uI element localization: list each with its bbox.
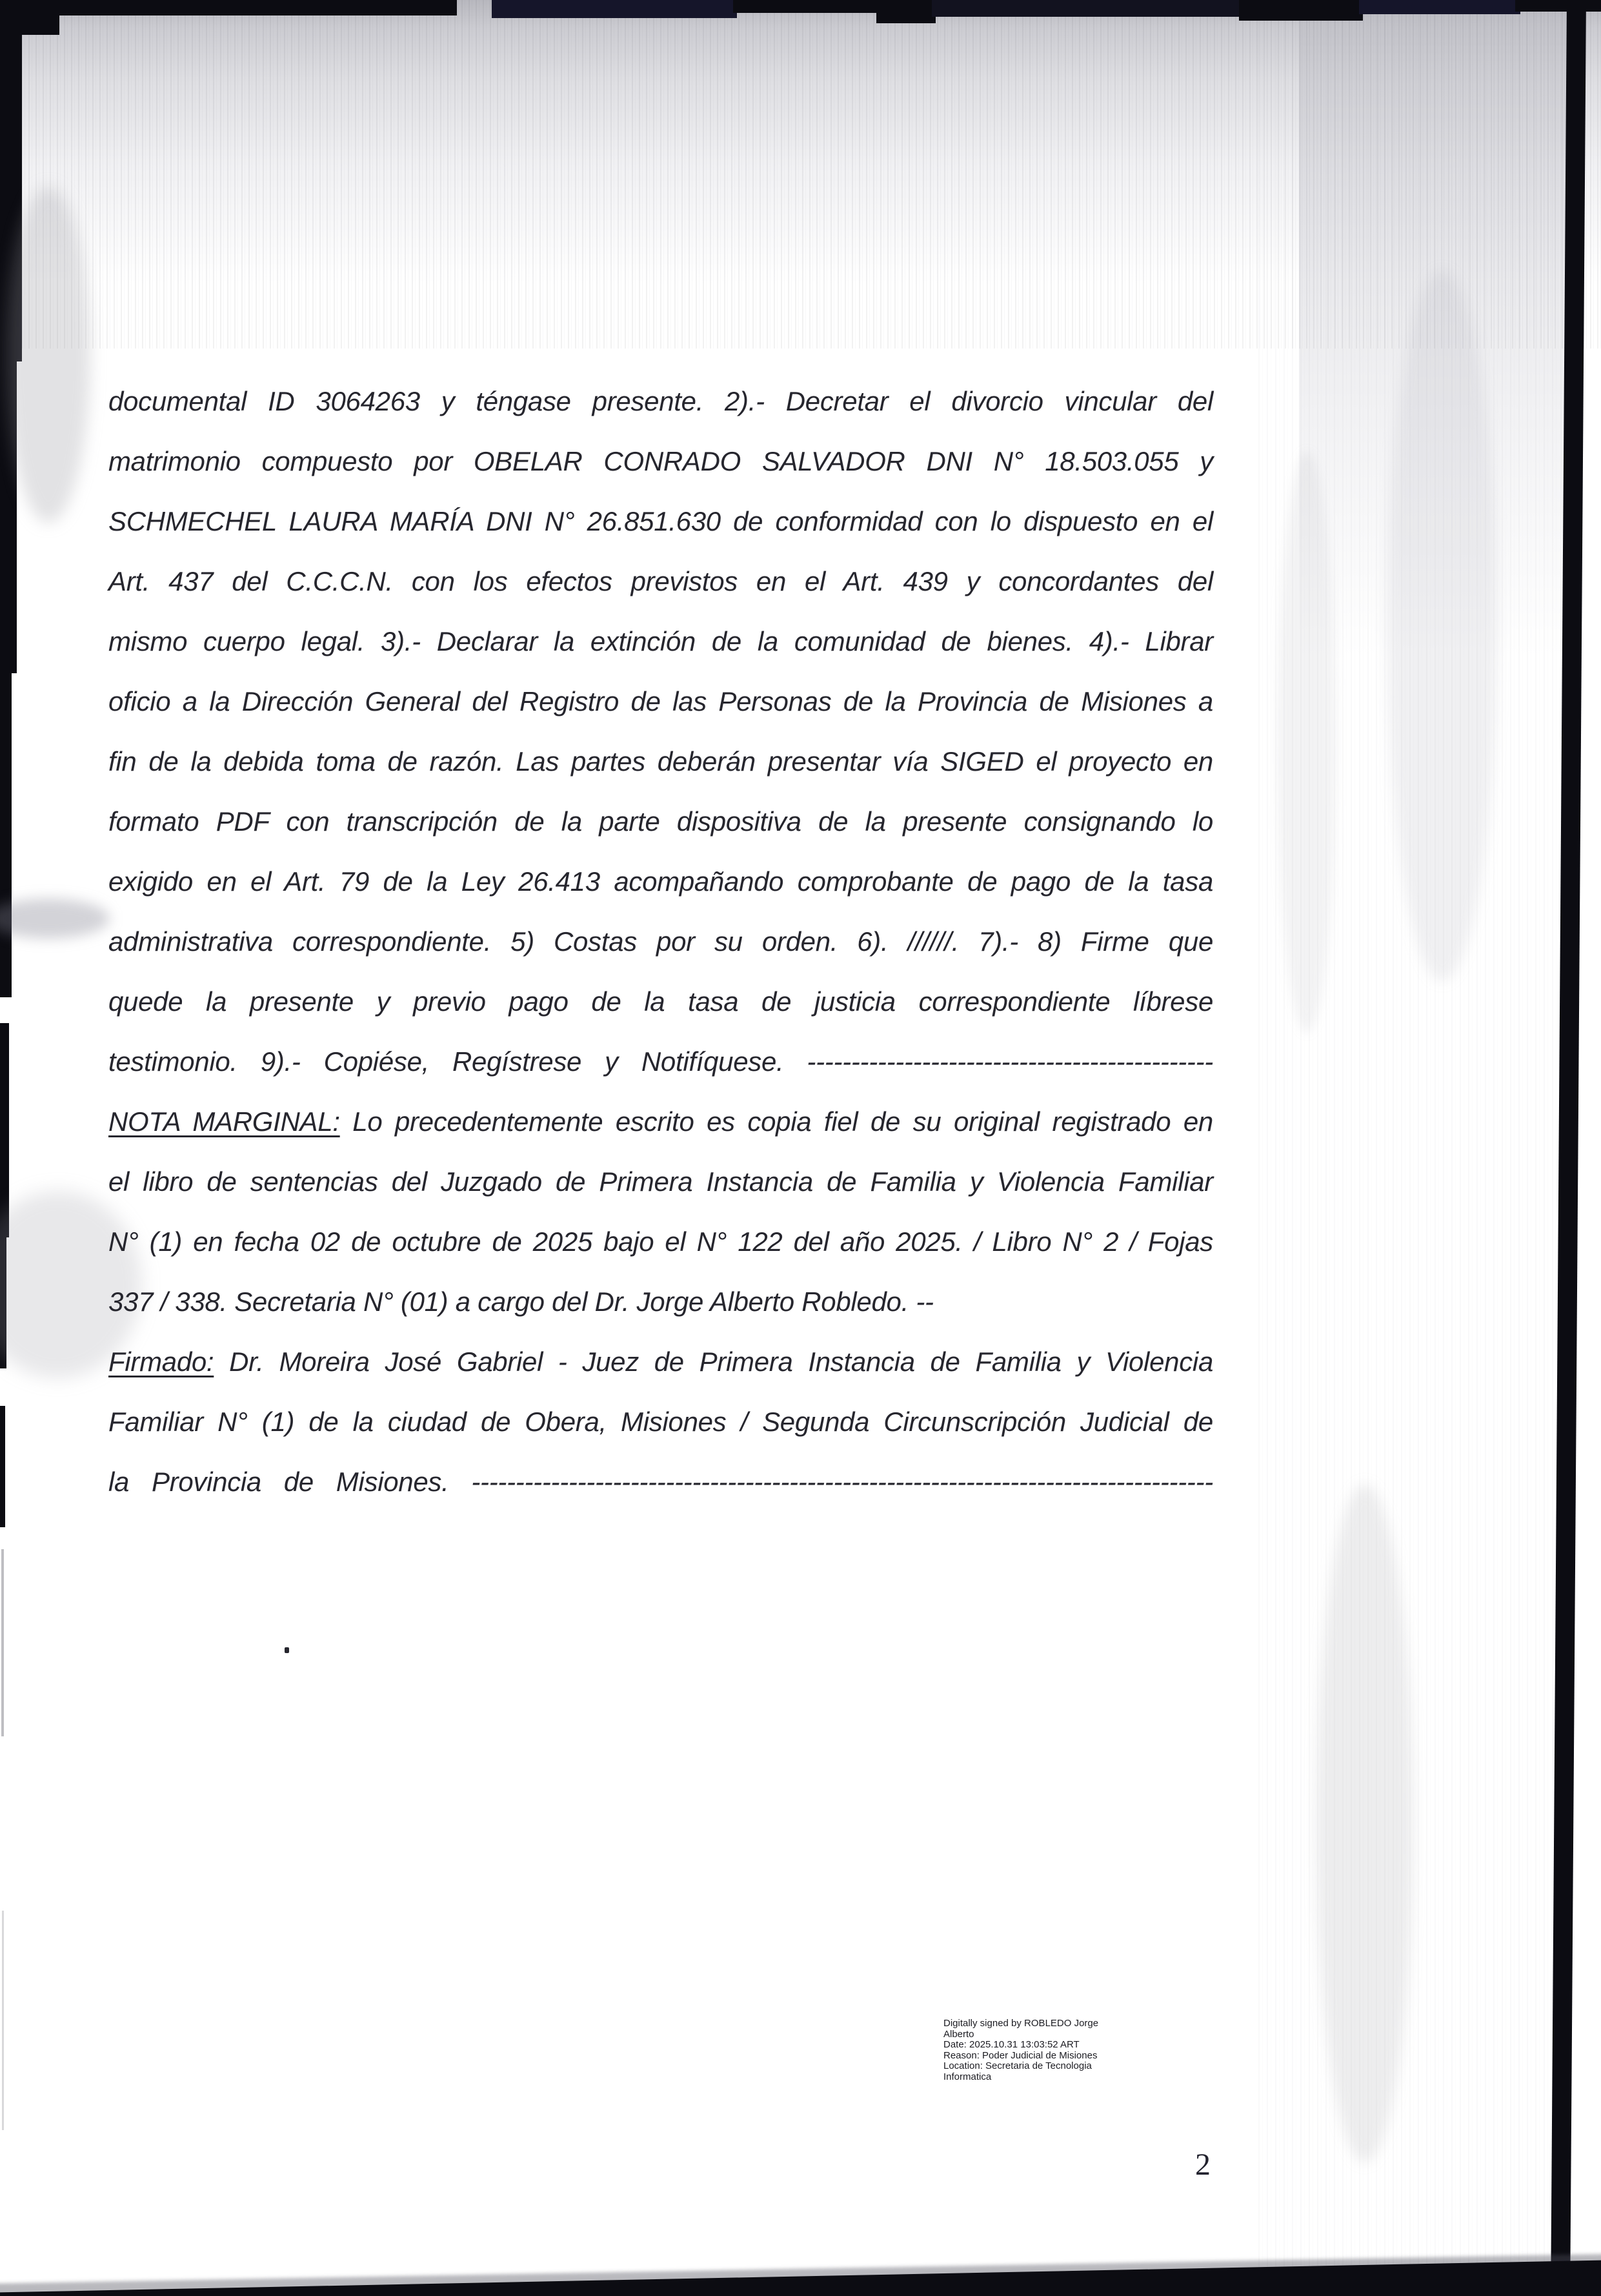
document-line: matrimonio compuesto por OBELAR CONRADO SALVADOR DNI N° 18.503.055 y	[108, 446, 1213, 476]
scan-edge-top-segment	[492, 0, 737, 18]
document-line: el libro de sentencias del Juzgado de Primera Instancia de Familia y Violencia Familiar	[108, 1166, 1213, 1197]
scan-ink-dot	[285, 1647, 289, 1653]
document-line: formato PDF con transcripción de la parte dispositiva de la presente consignando lo	[108, 806, 1213, 837]
signature-stamp-line: Alberto	[943, 2028, 974, 2040]
scan-smudge	[1278, 452, 1336, 1033]
digital-signature-stamp	[943, 2018, 1098, 2082]
scan-edge-top-segment	[1515, 0, 1601, 12]
scan-edge-bottom	[0, 2260, 1601, 2296]
scan-edge-left	[2, 1911, 4, 2130]
scan-edge-top-segment	[876, 0, 936, 23]
scan-smudge	[6, 187, 90, 523]
signature-stamp-line: Digitally signed by ROBLEDO Jorge	[943, 2018, 1099, 2029]
underlined-label: NOTA MARGINAL:	[108, 1106, 340, 1137]
document-line: NOTA MARGINAL: Lo precedentemente escrito es copia fiel de su original registrado en	[108, 1106, 1213, 1137]
scan-edge-top-segment	[733, 0, 881, 13]
document-line: Art. 437 del C.C.C.N. con los efectos previstos en el Art. 439 y concordantes del	[108, 566, 1213, 596]
scan-edge-left	[0, 1023, 9, 1237]
signature-stamp-line: Date: 2025.10.31 13:03:52 ART	[943, 2039, 1080, 2050]
scan-edge-top-segment	[1359, 0, 1520, 14]
scan-edge-top-segment	[932, 0, 1243, 17]
signature-stamp-line: Informatica	[943, 2071, 992, 2082]
signature-stamp-line: Reason: Poder Judicial de Misiones	[943, 2049, 1098, 2061]
document-line: mismo cuerpo legal. 3).- Declarar la extinción de la comunidad de bienes. 4).- Librar	[108, 626, 1213, 656]
document-line: exigido en el Art. 79 de la Ley 26.413 acompañando comprobante de pago de la tasa	[108, 866, 1213, 897]
document-line: testimonio. 9).- Copiése, Regístrese y Notifíquese. ----------------------------------------------	[108, 1046, 1213, 1077]
scan-smudge	[0, 899, 110, 939]
document-line: fin de la debida toma de razón. Las partes deberán presentar vía SIGED el proyecto en	[108, 746, 1213, 777]
document-line: documental ID 3064263 y téngase presente. 2).- Decretar el divorcio vincular del	[108, 386, 1213, 416]
scan-smudge	[1387, 271, 1497, 981]
document-line: la Provincia de Misiones. ------------------------------------------------------------------------------------	[108, 1467, 1213, 1497]
scan-smudge	[1316, 1485, 1413, 2162]
scan-edge-left	[0, 1406, 5, 1527]
document-line: Familiar N° (1) de la ciudad de Obera, Misiones / Segunda Circunscripción Judicial de	[108, 1407, 1213, 1437]
document-line: oficio a la Dirección General del Registro de las Personas de la Provincia de Misiones a	[108, 686, 1213, 716]
document-line: quede la presente y previo pago de la tasa de justicia correspondiente líbrese	[108, 986, 1213, 1017]
signature-stamp-line: Location: Secretaria de Tecnologia	[943, 2060, 1092, 2071]
document-body-text	[108, 371, 1213, 1512]
page-number: 2	[1195, 2148, 1211, 2182]
document-line: 337 / 338. Secretaria N° (01) a cargo del Dr. Jorge Alberto Robledo. --	[108, 1286, 934, 1317]
document-line: Firmado: Dr. Moreira José Gabriel - Juez de Primera Instancia de Familia y Violencia	[108, 1346, 1213, 1377]
scan-edge-top-segment	[1239, 0, 1363, 21]
document-line: administrativa correspondiente. 5) Costas por su orden. 6). //////. 7).- 8) Firme que	[108, 926, 1213, 957]
scan-edge-top-segment	[55, 0, 457, 15]
scan-edge-left	[1, 1549, 4, 1736]
underlined-label: Firmado:	[108, 1346, 214, 1377]
document-line: SCHMECHEL LAURA MARÍA DNI N° 26.851.630 de conformidad con lo dispuesto en el	[108, 506, 1213, 536]
scan-edge-left	[0, 671, 12, 997]
document-line: N° (1) en fecha 02 de octubre de 2025 bajo el N° 122 del año 2025. / Libro N° 2 / Fojas	[108, 1226, 1213, 1257]
